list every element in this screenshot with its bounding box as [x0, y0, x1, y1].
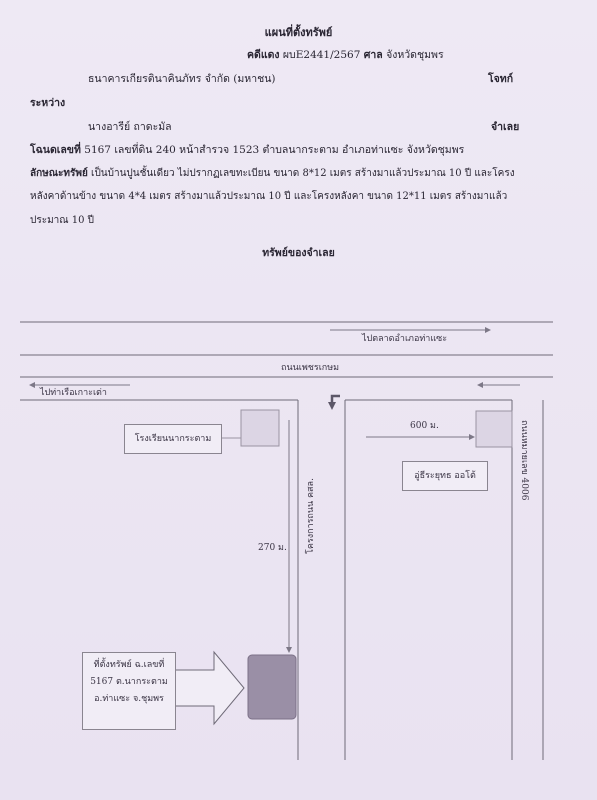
plaintiff-role: โจทก์: [488, 73, 514, 85]
label-distance-600: 600 ม.: [410, 421, 439, 431]
between-label: ระหว่าง: [30, 97, 66, 109]
label-to-pier: ไปท่าเรือเกาะเต่า: [40, 388, 107, 398]
label-road-4006: ถนนหมายเลข 4006: [519, 420, 529, 501]
turn-arrowhead-icon: [328, 402, 336, 410]
document-title: แผนที่ตั้งทรัพย์: [264, 26, 333, 39]
map-subtitle: ทรัพย์ของจำเลย: [262, 247, 335, 259]
label-project-road-wrap: [303, 424, 317, 554]
property-plot: [248, 655, 296, 719]
garage-box: [402, 461, 488, 491]
label-main-road: ถนนเพชรเกษม: [281, 363, 340, 373]
case-number: ผบE2441/2567: [282, 49, 361, 61]
defendant-name: นางอารีย์ ถาดะมัล: [88, 121, 172, 133]
property-box: [82, 652, 176, 730]
property-pointer-arrow-icon: [172, 652, 244, 724]
description-line-3: ประมาณ 10 ปี: [30, 215, 95, 226]
garage-building: [476, 411, 512, 447]
court-name: จังหวัดชุมพร: [386, 49, 444, 61]
label-to-district: ไปตลาดอำเภอท่าแซะ: [362, 334, 448, 344]
court-label: ศาล: [363, 49, 383, 61]
plaintiff-name: ธนาคารเกียรตินาคินภัทร จำกัด (มหาชน): [88, 73, 276, 85]
description-label: ลักษณะทรัพย์: [30, 168, 88, 179]
property-label-2: 5167 ต.นากระตาม: [90, 677, 168, 687]
deed-text: 5167 เลขที่ดิน 240 หน้าสำรวจ 1523 ตำบลนากระตาม อำเภอท่าแซะ จังหวัดชุมพร: [84, 144, 465, 156]
description-line-2: หลังคาด้านข้าง ขนาด 4*4 เมตร สร้างมาแล้วประมาณ 10 ปี และโครงหลังคา ขนาด 12*11 เมตร สร้างมาแล้ว: [30, 191, 508, 202]
label-road-4006-wrap: [520, 420, 534, 520]
description-text-1: เป็นบ้านปูนชั้นเดียว ไม่ปรากฏเลขทะเบียน ขนาด 8*12 เมตร สร้างมาแล้วประมาณ 10 ปี และโครง: [91, 168, 515, 179]
garage-label: อู่ธีระยุทธ ออโต้: [414, 471, 476, 481]
property-label-1: ที่ตั้งทรัพย์ ฉ.เลขที่: [93, 660, 165, 670]
defendant-role: จำเลย: [491, 121, 520, 133]
property-label-3: อ.ท่าแซะ จ.ชุมพร: [94, 694, 164, 704]
case-label: คดีแดง: [247, 49, 280, 61]
deed-label: โฉนดเลขที่: [30, 144, 81, 156]
school-box: [124, 424, 222, 454]
label-project-road: โครงการถนน คสล.: [306, 478, 316, 554]
school-building: [241, 410, 279, 446]
label-distance-270: 270 ม.: [258, 543, 287, 553]
school-label: โรงเรียนนากระตาม: [134, 434, 212, 444]
